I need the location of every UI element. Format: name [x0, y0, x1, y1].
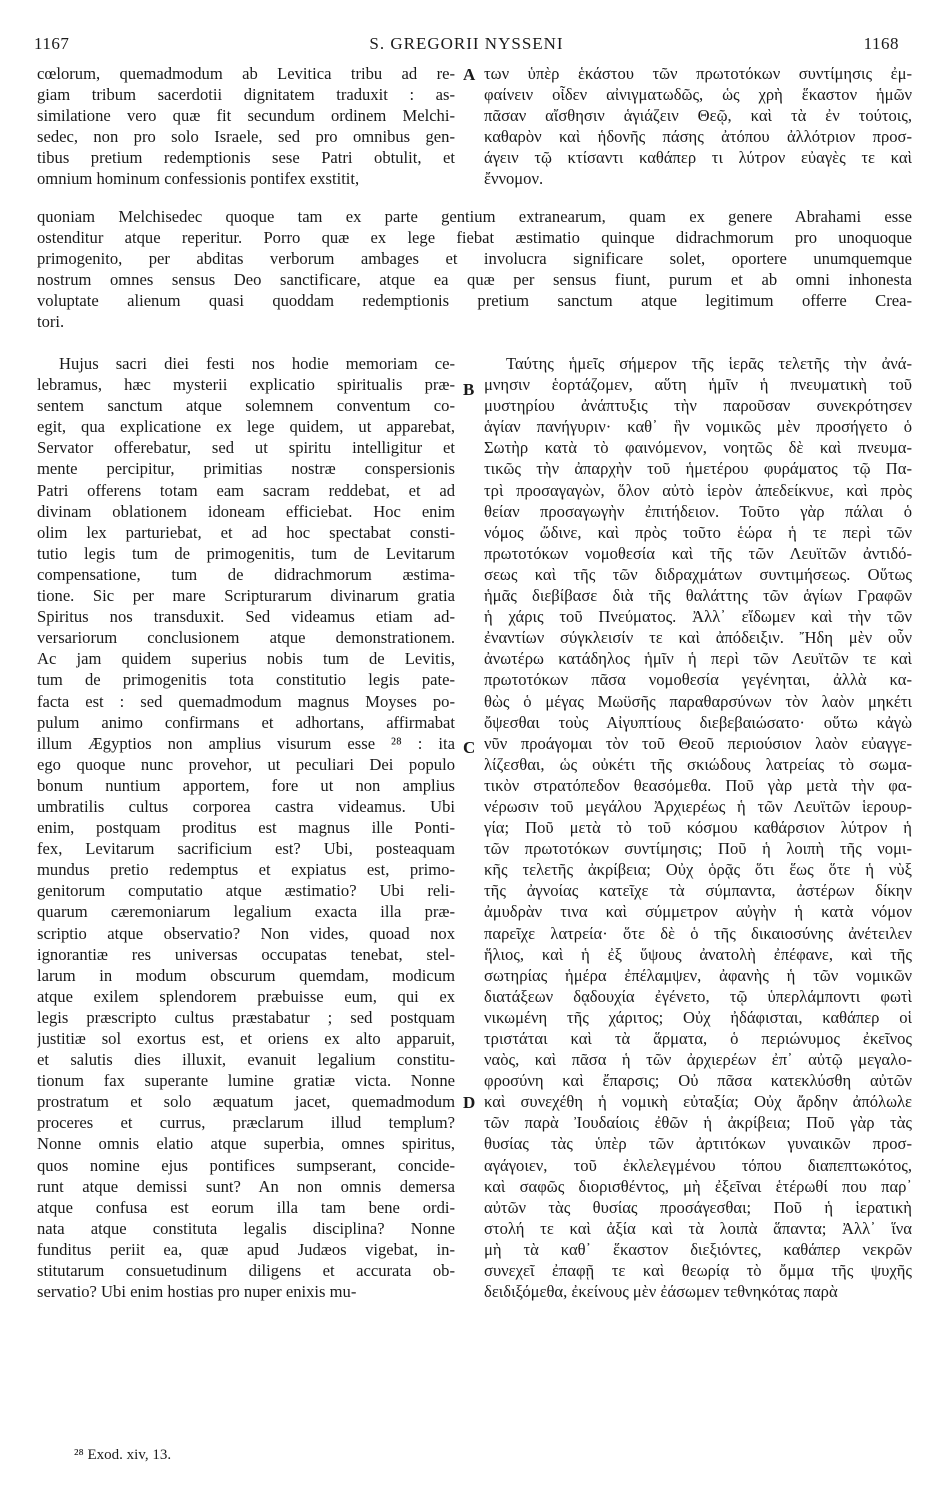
text-line: νόμος ὤδινε, καὶ πρὸς τοῦτο ἑώρα ἡ τε περὶ τῶν: [484, 522, 912, 542]
text-line: egit, qua explicatione ex lege quidem, ut apparebat,: [37, 417, 455, 437]
text-line: sentem sanctum atque solemnem conventum co-: [37, 396, 455, 416]
text-line: tori.: [37, 312, 65, 332]
text-line: ὄψεσθαι τοὺς Αἰγυπτίους διεβεβαιώσατο· οὕτω κἀγὼ: [484, 712, 912, 732]
latin-full-width-paragraph: [37, 206, 912, 333]
text-line: ἀνωτέρω κατάδηλος ἡμῖν ἡ περὶ τῶν Λευϊτῶν τε καὶ: [484, 649, 912, 669]
text-line: umbratilis cultus corporea castra videamus. Ubi: [37, 796, 455, 816]
text-line: Servator offerebatur, sed ut spiritu intelligitur et: [37, 438, 455, 458]
text-line: τῶν πρωτοτόκων συντίμησις; Ποῦ ἡ λοιπὴ τῆς νομι-: [484, 839, 912, 859]
text-line: ego quoque nunc provehor, ut peculiari Dei populo: [37, 754, 455, 774]
text-line: compensatione, tum de didrachmorum æstima-: [37, 564, 455, 584]
text-line: νέρωσιν τοῦ μεγάλου Ἀρχιερέως ἡ τῶν Λευϊτῶν ἱερουρ-: [484, 796, 912, 816]
page-number-left: 1167: [34, 34, 70, 53]
section-marker-d: D: [463, 1093, 476, 1112]
text-line: ἀμυδρὰν τινα καὶ σύμμετρον αὐγὴν ἡ κατὰ νόμον: [484, 902, 912, 922]
text-line: φροσύνη καὶ ἔπαρσις; Οὐ πᾶσα κατεκλύσθη αὐτῶν: [484, 1071, 912, 1091]
text-line: justitiæ sol exortus est, et oriens ex alto apparuit,: [37, 1029, 455, 1048]
text-line: Spiritus nos transduxit. Sed videamus etiam ad-: [37, 607, 455, 627]
text-line: κῆς τελετῆς ἀκρίβεια; Οὐχ ὁρᾷς ὅτι ἕως ὅτε ἡ νὺξ: [484, 860, 912, 880]
text-line: Patri offerens totam eam sacram reddebat, et ad: [37, 480, 455, 500]
text-line: pulum animo confirmans et adhortans, affirmabat: [37, 712, 455, 732]
page-number-right: 1168: [863, 34, 899, 53]
text-line: runt atque demissi sunt? An non omnis demersa: [37, 1176, 455, 1196]
text-line: Nonne omnis elatio atque superbia, omnes spiritus,: [37, 1134, 455, 1154]
section-marker-b: B: [463, 380, 475, 399]
text-line: αγάγοιεν, τοῦ ἐκλελεγμένου τόπου διαπεπτωκότος,: [484, 1155, 912, 1175]
text-line: mundus pretio redemptus et expiatus est, primo-: [37, 860, 455, 880]
text-line: quoniam Melchisedec quoque tam ex parte gentium extranearum, quam ex genere Abrahami esse: [37, 207, 912, 226]
text-line: giam tribum sacerdotii dignitatem traduxit : as-: [37, 85, 455, 105]
text-line: τῆς ἀγνοίας κατεῖχε τὰ σύμπαντα, ἀστέρων δίκην: [484, 881, 912, 901]
text-line: παρεῖχε λατρεία· ὅτε δὲ ὁ τῆς δικαιοσύνης ἀνέτειλεν: [484, 923, 912, 943]
text-line: Hujus sacri diei festi nos hodie memoriam ce-: [59, 354, 455, 373]
text-line: συνεχεῖ ἐπαφῇ τε καὶ θεωρίᾳ τὸ ὄμμα τῆς ψυχῆς: [484, 1261, 912, 1281]
text-line: πρωτοτόκων νομοθεσία καὶ τῆς τῶν Λευϊτῶν ἀντιδό-: [484, 543, 912, 563]
text-line: θυσίας τὰς ὑπὲρ τῶν ἀρτιτόκων γυναικῶν προσ-: [484, 1134, 912, 1154]
text-line: versariorum conclusionem atque demonstrationem.: [37, 628, 455, 648]
text-line: Ταύτης ἡμεῖς σήμερον τῆς ἱερᾶς τελετῆς τὴν ἀνά-: [506, 354, 912, 373]
text-line: μυστηρίου ἀνάπτυξις τὴν παροῦσαν συνεκρότησεν: [484, 396, 912, 416]
text-line: voluptate alienum quasi quoddam redemptionis pretium sanctum atque legitimum offerre Crea-: [37, 291, 912, 311]
text-line: αὐτῶν τὰς θυσίας προσάγεσθαι; Ποῦ ἡ ἱερατικὴ: [484, 1197, 912, 1217]
text-line: Σωτὴρ κατὰ τὸ φαινόμενον, νοητῶς δὲ καὶ πνευμα-: [484, 438, 912, 458]
text-line: τριστάται καὶ τὰ ἅρματα, ὁ περιώνυμος ἐκεῖνος: [484, 1029, 912, 1048]
text-line: quos nomine ejus pontifices sumpserant, concide-: [37, 1155, 455, 1175]
text-line: omnium hominum confessionis pontifex exstitit,: [37, 169, 360, 189]
text-line: ἔννομον.: [484, 169, 544, 189]
text-line: ἁγίαν πανήγυριν· καθ᾽ ἣν νομικῶς μὲν προσήγετο ὁ: [484, 417, 912, 437]
text-line: atque exilem splendorem præbuisse eum, qui ex: [37, 986, 455, 1006]
text-line: τικῶς τὴν ἀπαρχὴν τοῦ ἡμετέρου φυράματος τῷ Πα-: [484, 459, 912, 479]
text-line: genitorum computatio atque æstimatio? Ubi reli-: [37, 881, 455, 901]
text-line: στολή τε καὶ ἀξία καὶ τὰ λοιπὰ ἅπαντα; Ἀλλ᾽ ἵνα: [484, 1218, 912, 1238]
text-line: tione. Sic per mare Scripturarum divinarum gratia: [37, 586, 455, 606]
text-line: μὴ τὰ καθ᾽ ἕκαστον διεξιόντες, καθάπερ νεκρῶν: [484, 1239, 912, 1259]
text-line: bonum nuntium apportem, fore ut non amplius: [37, 775, 455, 795]
text-line: tutio legis tum de primogenitis, tum de Levitarum: [37, 543, 455, 563]
text-line: et salutis dies illuxit, evanuit legalium constitu-: [37, 1050, 455, 1070]
text-line: καὶ σαφῶς διορισθέντος, μὴ ἐξεῖναι ἑτέρωθί που παρ᾽: [484, 1176, 912, 1196]
text-line: τρὶ προσαγαγὼν, ὅλον αὐτὸ ἱερὸν ἀπεδείκνυε, καὶ πρὸς: [484, 480, 912, 500]
text-line: ἡ χάρις τοῦ Πνεύματος. Ἀλλ᾽ εἴδωμεν καὶ τὴν τῶν: [484, 607, 912, 627]
text-line: άγειν τῷ κτίσαντι καθάπερ τι λύτρον εὐαγὲς τε καὶ: [484, 148, 912, 168]
text-line: primogenito, per abditas verborum ambages et involucra significare solet, oportere unumquemque: [37, 249, 912, 269]
latin-top-column: [37, 63, 455, 190]
text-line: ignorantiæ res universas occupatas tenebat, stel-: [37, 944, 455, 964]
text-line: funditus periit ea, quæ apud Judæos vigebat, in-: [37, 1239, 455, 1259]
text-line: mente percipitur, primitias nostræ conspersionis: [37, 459, 455, 479]
text-line: tionum fax superante lumine gratiæ victa. Nonne: [37, 1071, 455, 1091]
text-line: σεως καὶ τῆς τῶν διδραχμάτων συντιμήσεως. Οὕτως: [484, 564, 912, 584]
section-marker-c: C: [463, 738, 476, 757]
text-line: των ὑπὲρ ἑκάστου τῶν πρωτοτόκων συντίμησις ἐμ-: [484, 64, 912, 83]
text-line: tibus pretium redemptionis sese Patri obtulit, et: [37, 148, 455, 168]
text-line: καθαρὸν καὶ ἡδονῆς πάσης ἀτόπου ἀλλότριον προσ-: [484, 127, 912, 147]
text-line: πᾶσαν αἴσθησιν ἁγιάζειν Θεῷ, καὶ τὰ ἐν τούτοις,: [484, 106, 912, 126]
text-line: τῶν παρὰ Ἰουδαίοις ἐθῶν ἡ ἀκρίβεια; Ποῦ γὰρ τὰς: [484, 1113, 912, 1133]
latin-main-column: [37, 353, 455, 1302]
text-line: νῦν προάγομαι τὸν τοῦ Θεοῦ περιούσιον λαὸν εὐαγγε-: [484, 733, 912, 753]
text-line: δειδιξόμεθα, ἐκείνους μὲν ἐάσωμεν τεθνηκότας παρὰ: [484, 1282, 838, 1302]
text-line: similatione vero quæ fit secundum ordinem Melchi-: [37, 106, 455, 126]
text-line: divinam oblationem idoneam efficiebat. Hoc enim: [37, 501, 455, 521]
text-line: Ac jam quidem superius nobis tum de Levitis,: [37, 649, 455, 669]
text-line: θὼς ὁ μέγας Μωϋσῆς παραθαρσύνων τὸν λαὸν μηκέτι: [484, 691, 912, 711]
section-marker-a: A: [463, 65, 476, 84]
text-line: enim, postquam proditus est magnus ille Ponti-: [37, 818, 455, 838]
text-line: καὶ συνεχέθη ἡ νομικὴ εὐταξία; Οὐχ ἄρδην ἀπόλωλε: [484, 1092, 912, 1112]
text-line: σωτηρίας ἡμέρα ἐπέλαμψεν, ἀφανὴς ἡ τῶν νομικῶν: [484, 965, 912, 985]
text-line: proceres et currus, præclarum illud templum?: [37, 1113, 455, 1133]
text-line: prostratum et solo æquatum jacet, quemadmodum: [37, 1092, 455, 1112]
text-line: τικὸν στρατόπεδον θεασόμεθα. Ποῦ γὰρ μετὰ τὴν φα-: [484, 775, 912, 795]
text-line: θείαν προσαγωγὴν ἐπιτήδειον. Τοῦτο γὰρ πάλαι ὁ: [484, 501, 912, 521]
text-line: fex, Levitarum sacrificium est? Ubi, posteaquam: [37, 839, 455, 859]
text-line: ἥλιος, καὶ ἡ ἐξ ὕψους ἀνατολὴ ἐπέφανε, καὶ τῆς: [484, 944, 912, 964]
text-line: φαίνειν οἶδεν αἰνιγματωδῶς, ὡς χρὴ ἕκαστον ἡμῶν: [484, 85, 912, 105]
text-line: νικωμένη τῆς χάριτος; Οὐχ ἠδάφισται, καθάπερ οἱ: [484, 1007, 912, 1027]
text-line: scriptio atque observatio? Non vides, quoad nox: [37, 923, 455, 943]
text-line: λίζεσθαι, ὡς οὐκέτι τῆς σκιώδους λατρείας τὸ σωμα-: [484, 754, 912, 774]
text-line: ostenditur atque reperitur. Porro quæ ex lege fiebat æstimatio quinque didrachmorum pro unoquoque: [37, 228, 912, 248]
text-line: ἡμᾶς διεβίβασε διὰ τῆς θαλάττης τῶν ἁγίων Γραφῶν: [484, 586, 912, 606]
greek-main-column: [484, 353, 912, 1302]
text-line: atque confusa est eorum illa tam bene ordi-: [37, 1197, 455, 1217]
text-line: πρωτοτόκων πᾶσα νομοθεσία γεγένηται, ἀλλὰ κα-: [484, 670, 912, 690]
text-line: nostrum omnes sensus Deo sanctificare, atque ea quæ per sensus fiunt, purum et ab omni inhonesta: [37, 270, 912, 290]
text-line: γία; Ποῦ μετὰ τὸ τοῦ κόσμου καθάρσιον λύτρον ἡ: [484, 818, 912, 838]
text-line: μνησιν ἑορτάζομεν, αὕτη ἡμῖν ἡ πνευματικὴ τοῦ: [484, 375, 912, 395]
text-line: ἐναντίων σύγκλεισίν τε καὶ ἀπόδειξιν. Ἤδη μὲν οὖν: [484, 628, 912, 648]
text-line: olim lex parturiebat, et ad hoc spectabat consti-: [37, 522, 455, 542]
text-line: larum in modum obscurum quemdam, modicum: [37, 965, 455, 985]
text-line: legis præscripto cultus præstabatur ; sed postquam: [37, 1007, 455, 1027]
text-line: servatio? Ubi enim hostias pro nuper enixis mu-: [37, 1282, 357, 1302]
text-line: sedec, non pro solo Israele, sed pro omnibus gen-: [37, 127, 455, 147]
text-line: illum Ægyptios non amplius visurum esse ²⁸ : ita: [37, 733, 455, 753]
text-line: tum de primogenitis tota constitutio legis pate-: [37, 670, 455, 690]
footnote: ²⁸ Exod. xiv, 13.: [74, 1447, 172, 1463]
text-line: ναὸς, καὶ πᾶσα ἡ τῶν ἀρχιερέων ἐπ᾽ αὐτῷ μεγαλο-: [484, 1050, 912, 1070]
text-line: διατάξεων δᾳδουχία ἐγένετο, τῷ ὑπερλάμποντι φωτὶ: [484, 986, 912, 1006]
running-head: S. GREGORII NYSSENI: [369, 34, 564, 53]
greek-top-column: [484, 63, 912, 190]
text-line: nata atque constituta legalis disciplina? Nonne: [37, 1218, 455, 1238]
text-line: facta est : sed quemadmodum magnus Moyses po-: [37, 691, 455, 711]
text-line: quarum cæremoniarum legalium exacta illa præ-: [37, 902, 455, 922]
text-line: stitutarum consuetudinum diligens et accurata ob-: [37, 1261, 455, 1281]
text-line: cœlorum, quemadmodum ab Levitica tribu ad re-: [37, 64, 455, 83]
text-line: lebramus, hæc mysterii explicatio spiritualis præ-: [37, 375, 455, 395]
